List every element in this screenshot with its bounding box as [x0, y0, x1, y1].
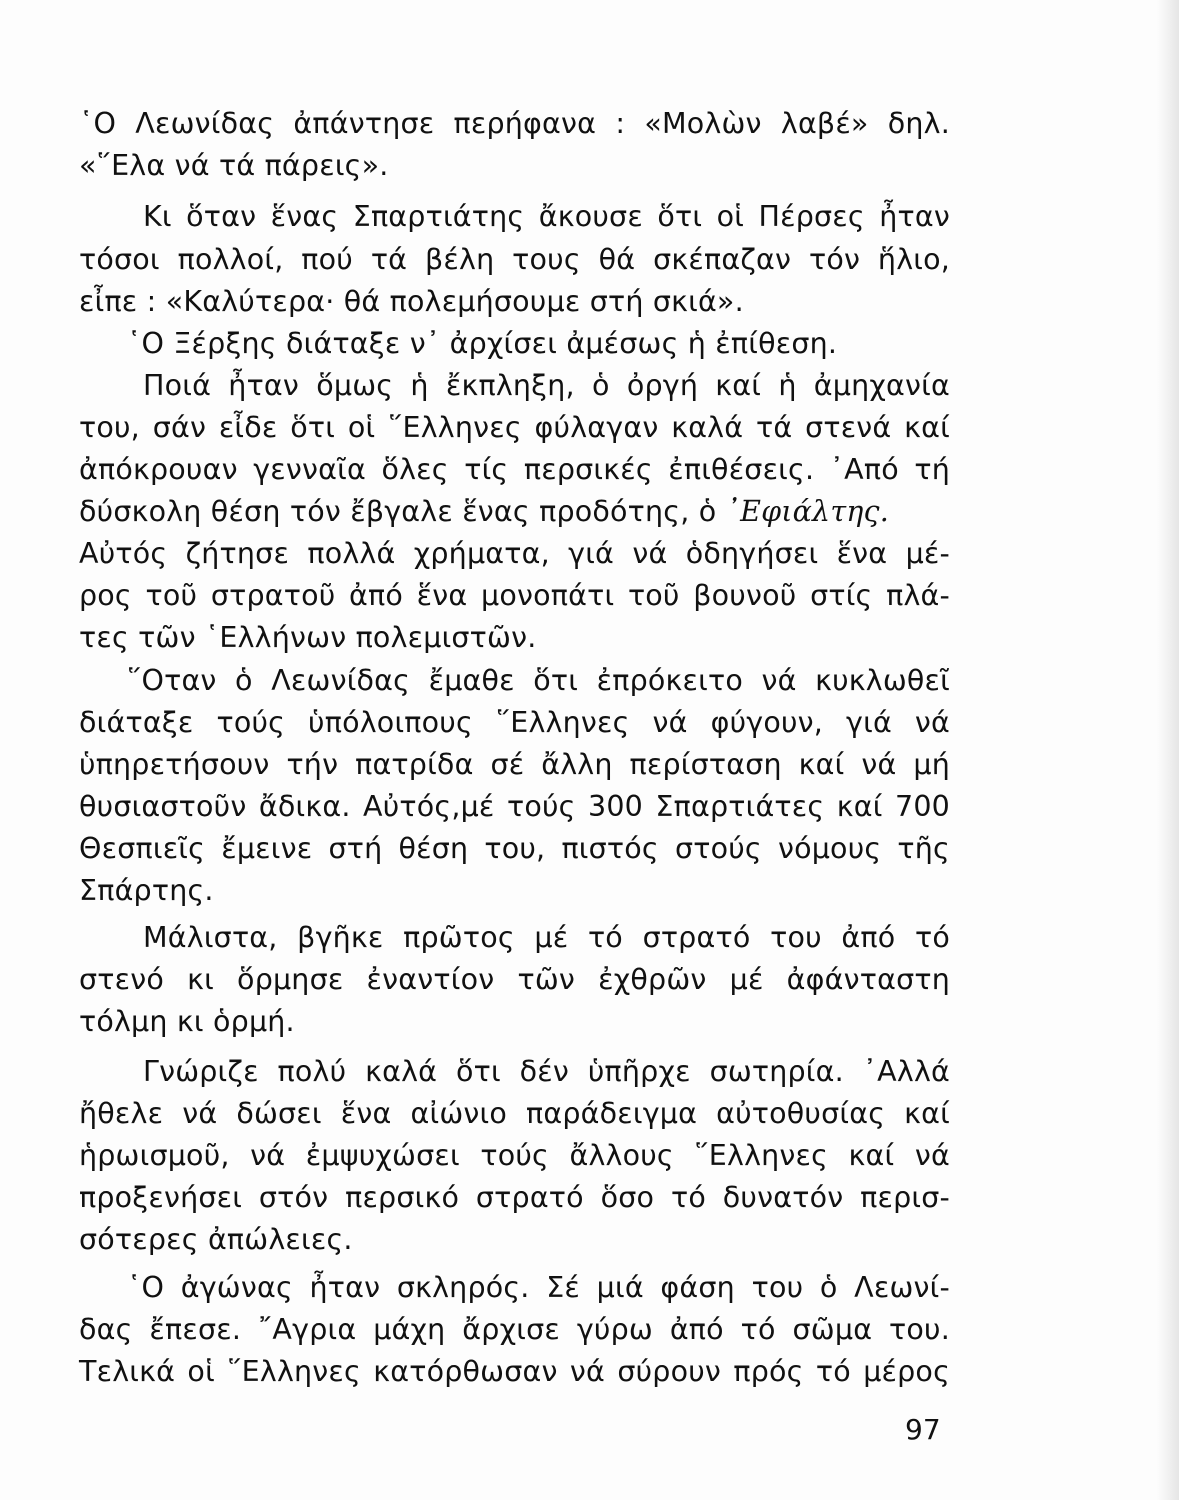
traitor-name: ᾽Εφιάλτης. — [725, 495, 889, 528]
text-line: Σπάρτης. — [79, 874, 214, 907]
text-line: ῾Ο Ξέρξης διάταξε ν᾽ ἀρχίσει ἀμέσως ἡ ἐπίθεση. — [127, 327, 838, 360]
text-line: Ποιά ἦταν ὅμως ἡ ἔκπληξη, ὁ ὀργή καί ἡ ἀμηχανία — [143, 369, 950, 402]
text-line-part: δύσκολη θέση τόν ἔβγαλε ἕνας προδότης, ὁ — [79, 495, 726, 528]
text-line: του, σάν εἶδε ὅτι οἱ ῞Ελληνες φύλαγαν καλά τά στενά καί — [79, 411, 950, 444]
text-line: ὑπηρετήσουν τήν πατρίδα σέ ἄλλη περίσταση καί νά μή — [79, 748, 950, 781]
text-line: Κι ὅταν ἕνας Σπαρτιάτης ἄκουσε ὅτι οἱ Πέρσες ἦταν — [143, 200, 950, 233]
text-line: ἀπόκρουαν γενναῖα ὅλες τίς περσικές ἐπιθέσεις. ᾽Από τή — [79, 453, 950, 486]
text-line: Τελικά οἱ ῞Ελληνες κατόρθωσαν νά σύρουν πρός τό μέρος — [79, 1355, 950, 1388]
text-line: «῞Ελα νά τά πάρεις». — [79, 149, 389, 182]
text-line: Αὐτός ζήτησε πολλά χρήματα, γιά νά ὁδηγήσει ἕνα μέ- — [79, 537, 950, 570]
text-line: θυσιαστοῦν ἄδικα. Αὐτός,μέ τούς 300 Σπαρτιάτες καί 700 — [79, 790, 950, 823]
text-line: Θεσπιεῖς ἔμεινε στή θέση του, πιστός στούς νόμους τῆς — [79, 832, 950, 865]
text-line: σότερες ἀπώλειες. — [79, 1223, 353, 1256]
text-line: Γνώριζε πολύ καλά ὅτι δέν ὑπῆρχε σωτηρία. ᾽Αλλά — [143, 1055, 950, 1088]
page-edge-shadow — [1157, 0, 1179, 1500]
text-line: ἤθελε νά δώσει ἕνα αἰώνιο παράδειγμα αὐτοθυσίας καί — [79, 1097, 950, 1130]
page-number: 97 — [905, 1413, 941, 1446]
text-line: ῾Ο ἀγώνας ἦταν σκληρός. Σέ μιά φάση του ὁ Λεωνί- — [127, 1271, 950, 1304]
text-line: εἶπε : «Καλύτερα· θά πολεμήσουμε στή σκιά». — [79, 285, 744, 318]
text-line: ἡρωισμοῦ, νά ἐμψυχώσει τούς ἄλλους ῞Ελληνες καί νά — [79, 1139, 950, 1172]
text-line: προξενήσει στόν περσικό στρατό ὅσο τό δυνατόν περισ- — [79, 1181, 950, 1214]
text-line: διάταξε τούς ὑπόλοιπους ῞Ελληνες νά φύγουν, γιά νά — [79, 706, 950, 739]
text-line: δας ἔπεσε. ῎Αγρια μάχη ἄρχισε γύρω ἀπό τό σῶμα του. — [79, 1313, 950, 1346]
text-line: στενό κι ὅρμησε ἐναντίον τῶν ἐχθρῶν μέ ἀφάνταστη — [79, 963, 950, 996]
text-line — [79, 492, 950, 532]
text-line: τόσοι πολλοί, πού τά βέλη τους θά σκέπαζαν τόν ἥλιο, — [79, 243, 950, 276]
text-line: τες τῶν ῾Ελλήνων πολεμιστῶν. — [79, 621, 537, 654]
text-line: τόλμη κι ὁρμή. — [79, 1005, 295, 1038]
text-line: Μάλιστα, βγῆκε πρῶτος μέ τό στρατό του ἀπό τό — [143, 921, 950, 954]
text-line: ρος τοῦ στρατοῦ ἀπό ἕνα μονοπάτι τοῦ βουνοῦ στίς πλά- — [79, 579, 950, 612]
text-line: ῾Ο Λεωνίδας ἀπάντησε περήφανα : «Μολὼν λαβέ» δηλ. — [79, 107, 950, 140]
text-line: ῞Οταν ὁ Λεωνίδας ἔμαθε ὅτι ἐπρόκειτο νά κυκλωθεῖ — [127, 664, 950, 697]
